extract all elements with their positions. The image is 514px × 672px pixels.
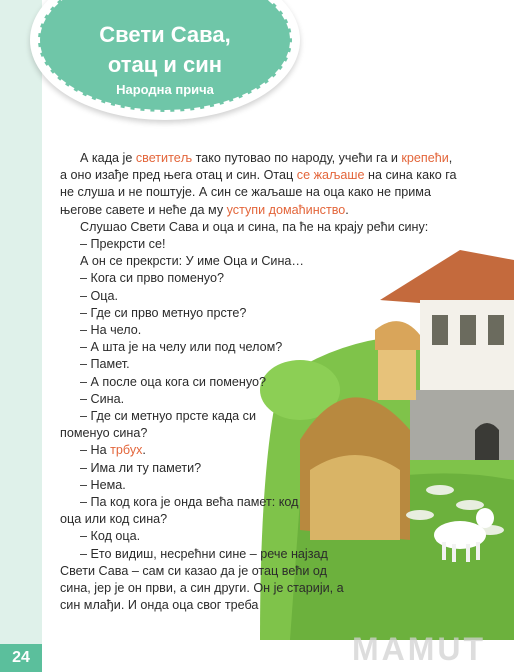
- house-window-2: [460, 315, 476, 345]
- dialogue-line: – Оца.: [80, 288, 119, 303]
- dialogue-line: – Код оца.: [80, 529, 141, 544]
- glossary-term: светитељ: [135, 151, 193, 165]
- dialogue-line: – А шта је на челу или под челом?: [80, 340, 283, 355]
- stone: [456, 500, 484, 510]
- dialogue-line: – Нема.: [80, 477, 126, 492]
- paragraph-2: Слушао Свети Сава и оца и сина, па ће на крају рећи сину:: [80, 219, 429, 234]
- dialogue-line: – Има ли ту памети?: [80, 460, 202, 475]
- glossary-term: се жаљаше: [296, 168, 365, 183]
- title-line-1: Свети Сава,: [99, 22, 231, 47]
- dialogue-line: – Па код кога је онда већа памет: код оца или код сина?: [60, 495, 299, 527]
- goat-head: [476, 508, 494, 528]
- watermark-logo: MAMUT: [352, 631, 487, 667]
- dialogue-line: – Сина.: [80, 391, 125, 406]
- text-run: тако путовао по народу, учећи га и: [192, 151, 402, 165]
- dialogue-line: А он се прекрсти: У име Оца и Сина…: [80, 254, 305, 269]
- glossary-term: крепећи: [401, 151, 449, 165]
- house-window-3: [488, 315, 504, 345]
- dialogue-line: – Прекрсти се!: [80, 237, 166, 252]
- dialogue-line: – Ето видиш, несрећни сине – рече најзад Свети Сава – сам си казао да је отац већи од сина, јер је он први, а син други. Он је старији, а син млађи. И онда оца свог треба: [60, 546, 344, 613]
- story-text: [60, 150, 460, 614]
- title-line-2: отац и син: [107, 52, 223, 77]
- house-door: [475, 423, 499, 460]
- page-number: 24: [0, 644, 42, 672]
- glossary-term: трбух: [110, 443, 143, 458]
- side-strip: [0, 0, 42, 672]
- goat-leg: [476, 542, 480, 560]
- story-title: [40, 20, 290, 80]
- glossary-term: уступи домаћинство: [226, 202, 346, 217]
- text-run: , а оно изађе пред њега отац и син. Отац: [60, 151, 453, 183]
- story-subtitle: Народна прича: [116, 82, 214, 97]
- text-run: – На: [80, 443, 111, 458]
- goat-leg: [466, 544, 470, 562]
- text-run: А када је: [80, 151, 136, 165]
- paragraph-1: [60, 150, 460, 219]
- dialogue-line: – Где си метнуо прсте када си поменуо сина?: [60, 409, 256, 441]
- dialogue-line: [60, 442, 460, 459]
- dialogue-line: – Памет.: [80, 357, 130, 372]
- text-run: на сина како га не слуша и не поштује. А син се жаљаше на оца како не прима његове савете и неће да му: [60, 168, 457, 217]
- dialogue-line: – Кога си прво поменуо?: [80, 271, 224, 286]
- dialogue-line: – На чело.: [80, 323, 142, 338]
- text-run: .: [142, 443, 146, 458]
- dialogue-line: – А после оца кога си поменуо?: [80, 374, 266, 389]
- text-run: .: [345, 202, 349, 217]
- dialogue-line: – Где си прво метнуо прсте?: [80, 305, 247, 320]
